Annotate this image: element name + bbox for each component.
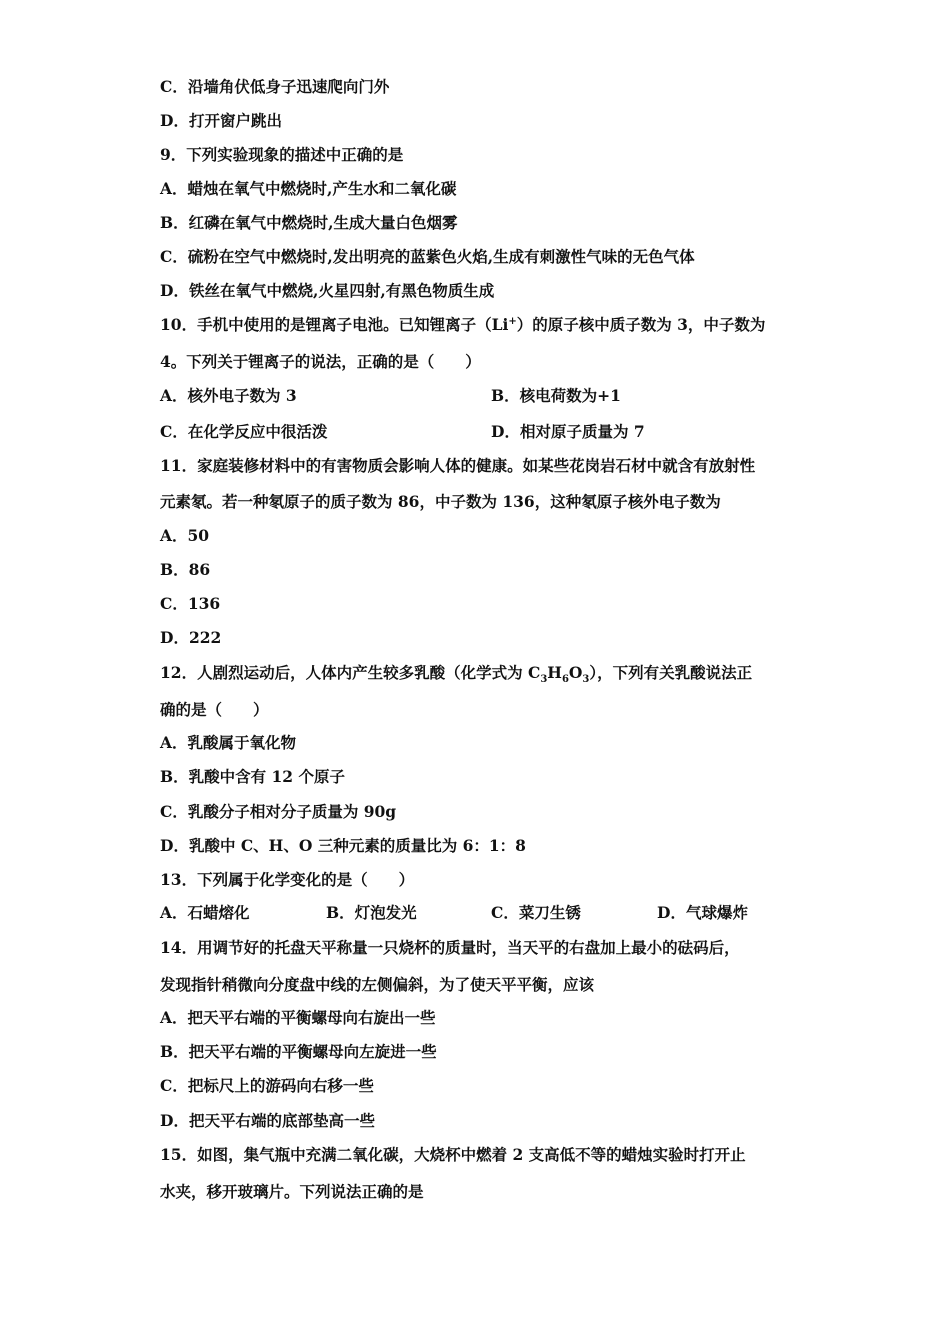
q10-stem-line2: 4。下列关于锂离子的说法，正确的是（ ） — [160, 352, 481, 371]
q15-stem-line2: 水夹，移开玻璃片。下列说法正确的是 — [160, 1182, 424, 1201]
q12-stem-line1 — [160, 662, 752, 684]
q9-option-d: D．铁丝在氧气中燃烧,火星四射,有黑色物质生成 — [160, 281, 495, 300]
q12-option-a: A．乳酸属于氧化物 — [160, 733, 297, 752]
q14-option-b: B．把天平右端的平衡螺母向左旋进一些 — [160, 1042, 437, 1061]
q14-option-a: A．把天平右端的平衡螺母向右旋出一些 — [160, 1008, 436, 1027]
q11-option-c: C．136 — [160, 594, 221, 613]
q15-stem-line1: 15．如图，集气瓶中充满二氧化碳，大烧杯中燃着 2 支高低不等的蜡烛实验时打开止 — [160, 1145, 746, 1164]
q13-option-c: C．菜刀生锈 — [491, 903, 581, 922]
q10-option-c: C．在化学反应中很活泼 — [160, 422, 328, 441]
q9-option-c: C．硫粉在空气中燃烧时,发出明亮的蓝紫色火焰,生成有刺激性气味的无色气体 — [160, 247, 695, 266]
q12-option-c: C．乳酸分子相对分子质量为 90g — [160, 802, 397, 821]
q10-option-a: A．核外电子数为 3 — [160, 386, 297, 405]
q14-option-d: D．把天平右端的底部垫高一些 — [160, 1111, 375, 1130]
q14-stem-line1: 14．用调节好的托盘天平称量一只烧杯的质量时，当天平的右盘加上最小的砝码后， — [160, 938, 740, 957]
q11-stem-line2: 元素氡。若一种氡原子的质子数为 86，中子数为 136，这种氡原子核外电子数为 — [160, 492, 721, 511]
q11-option-a: A．50 — [160, 526, 210, 545]
q12-subscript-c: 3 — [540, 674, 548, 686]
q12-option-b: B．乳酸中含有 12 个原子 — [160, 767, 345, 786]
q8-option-d: D．打开窗户跳出 — [160, 111, 282, 130]
q8-option-c: C．沿墙角伏低身子迅速爬向门外 — [160, 77, 390, 96]
q11-stem-line1: 11．家庭装修材料中的有害物质会影响人体的健康。如某些花岗岩石材中就含有放射性 — [160, 456, 756, 475]
q12-stem-part2: ），下列有关乳酸说法正 — [589, 663, 753, 682]
q14-stem-line2: 发现指针稍微向分度盘中线的左侧偏斜，为了使天平平衡，应该 — [160, 975, 595, 994]
q12-formula-h: H — [547, 663, 562, 682]
q12-formula-o: O — [568, 663, 583, 682]
q9-option-b: B．红磷在氧气中燃烧时,生成大量白色烟雾 — [160, 213, 458, 232]
q12-subscript-o: 3 — [582, 674, 590, 686]
q12-subscript-h: 6 — [561, 674, 569, 686]
q13-option-d: D．气球爆炸 — [657, 903, 748, 922]
q11-option-b: B．86 — [160, 560, 211, 579]
q10-stem-part2: ）的原子核中质子数为 3，中子数为 — [516, 315, 766, 334]
q13-stem: 13．下列属于化学变化的是（ ） — [160, 870, 415, 889]
q9-option-a: A．蜡烛在氧气中燃烧时,产生水和二氧化碳 — [160, 179, 457, 198]
q10-stem-part1: 10．手机中使用的是锂离子电池。已知锂离子（Li — [160, 315, 509, 334]
q11-option-d: D．222 — [160, 628, 222, 647]
q10-option-b: B．核电荷数为+1 — [491, 386, 621, 405]
q12-option-d: D．乳酸中 C、H、O 三种元素的质量比为 6：1：8 — [160, 836, 526, 855]
q9-stem: 9．下列实验现象的描述中正确的是 — [160, 145, 404, 164]
q10-option-d: D．相对原子质量为 7 — [491, 422, 645, 441]
q14-option-c: C．把标尺上的游码向右移一些 — [160, 1076, 374, 1095]
q13-option-b: B．灯泡发光 — [326, 903, 417, 922]
q13-option-a: A．石蜡熔化 — [160, 903, 250, 922]
q10-stem-line1 — [160, 314, 765, 336]
q10-superscript: + — [508, 315, 517, 327]
q12-stem-part1: 12．人剧烈运动后，人体内产生较多乳酸（化学式为 C — [160, 663, 541, 682]
q12-stem-line2: 确的是（ ） — [160, 700, 269, 719]
